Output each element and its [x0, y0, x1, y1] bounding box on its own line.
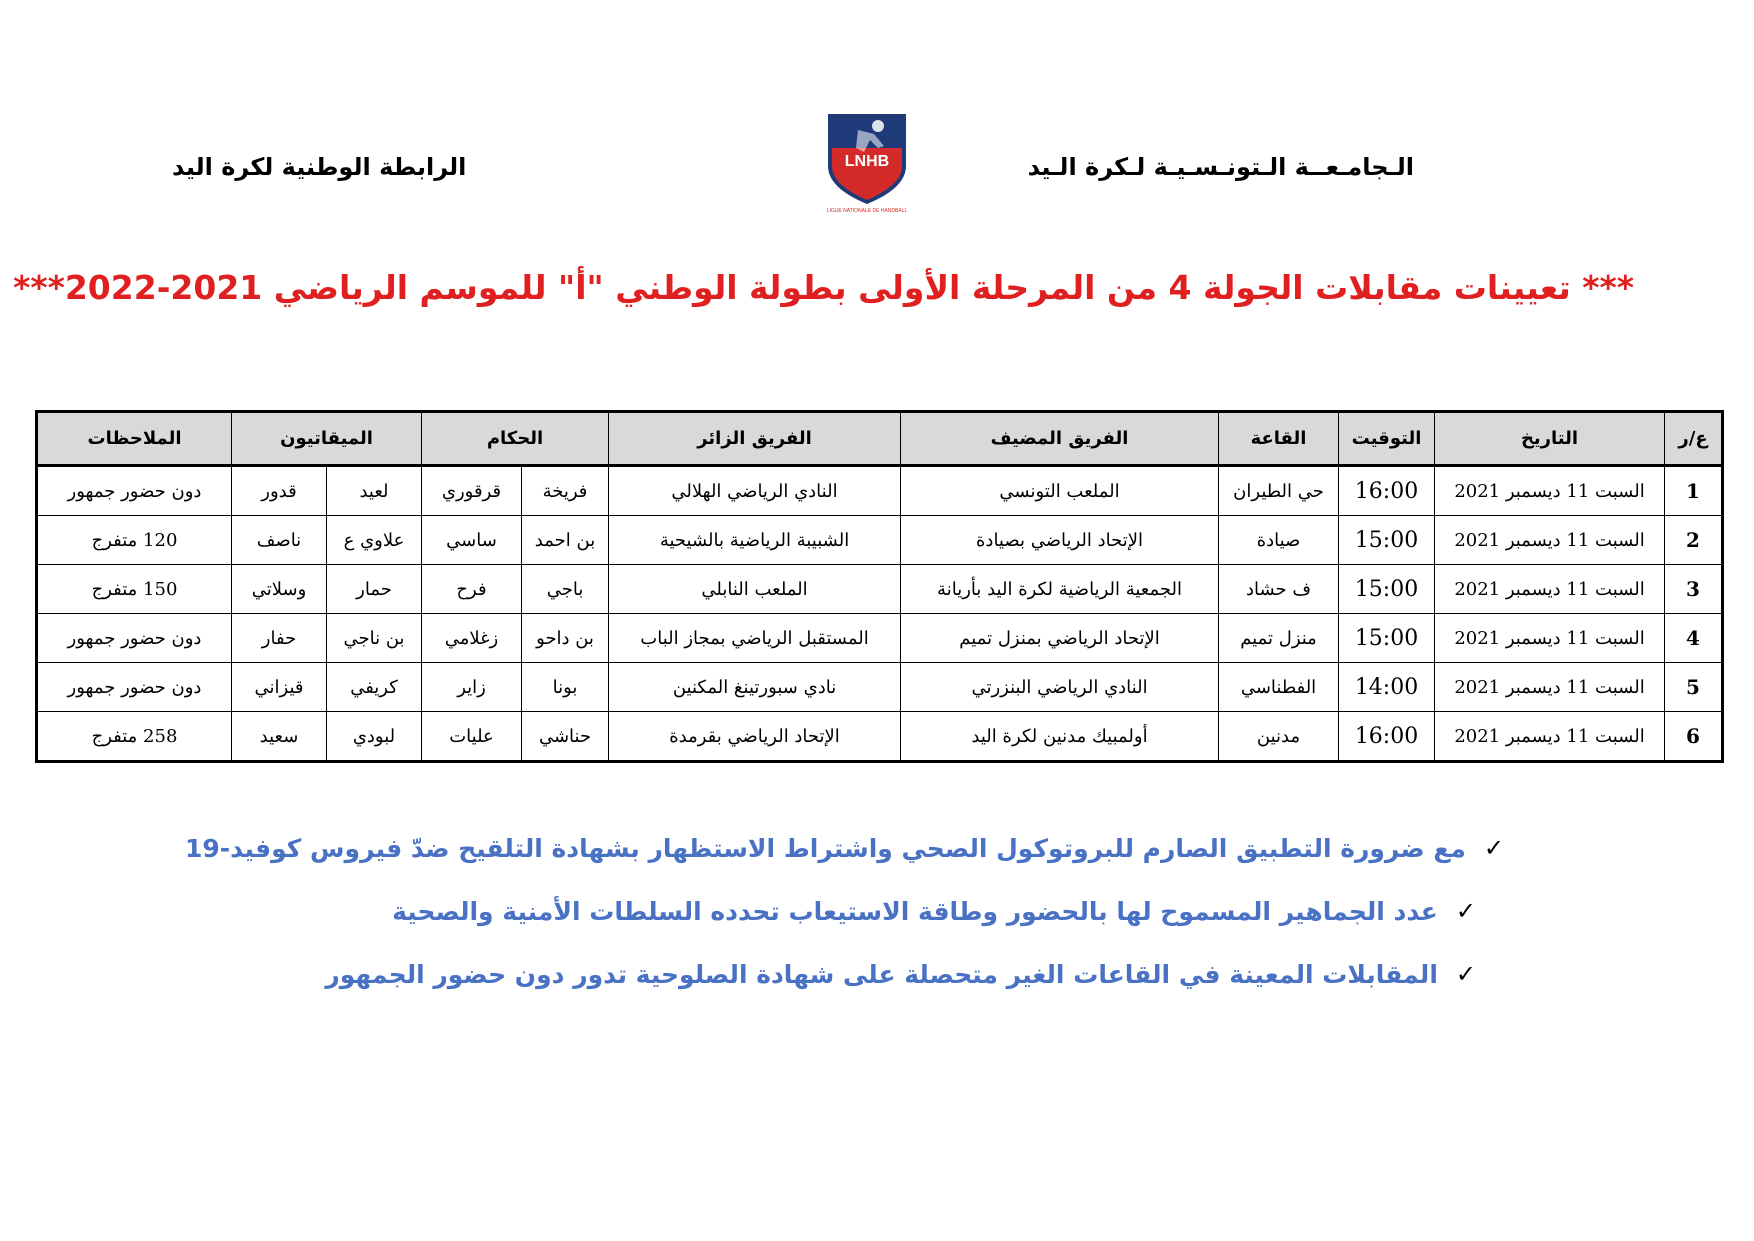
logo-text: LNHB	[844, 153, 890, 170]
cell-date: السبت 11 ديسمبر 2021	[1435, 712, 1665, 762]
cell-timekeeper-1: علاوي ع	[327, 516, 422, 565]
cell-away-team: الإتحاد الرياضي بقرمدة	[609, 712, 901, 762]
col-header-num: ع/ر	[1665, 412, 1723, 466]
cell-remarks: 150 متفرج	[37, 565, 232, 614]
cell-venue: حي الطيران	[1219, 466, 1339, 516]
note-item	[185, 830, 1504, 866]
cell-home-team: الملعب التونسي	[901, 466, 1219, 516]
cell-time: 16:00	[1339, 712, 1435, 762]
col-header-time: التوقيت	[1339, 412, 1435, 466]
col-header-timekeepers: الميقاتيون	[232, 412, 422, 466]
cell-referee-2: زاير	[422, 663, 522, 712]
cell-venue: ف حشاد	[1219, 565, 1339, 614]
cell-time: 15:00	[1339, 614, 1435, 663]
cell-venue: صيادة	[1219, 516, 1339, 565]
note-item	[185, 956, 1476, 992]
cell-num: 3	[1665, 565, 1723, 614]
col-header-home: الفريق المضيف	[901, 412, 1219, 466]
cell-time: 15:00	[1339, 565, 1435, 614]
cell-referee-1: بونا	[522, 663, 609, 712]
table-row	[37, 663, 1723, 712]
cell-referee-2: قرقوري	[422, 466, 522, 516]
checkmark-icon: ✓	[1455, 897, 1476, 925]
cell-referee-2: ساسي	[422, 516, 522, 565]
cell-timekeeper-1: حمار	[327, 565, 422, 614]
cell-venue: مدنين	[1219, 712, 1339, 762]
cell-venue: الفطناسي	[1219, 663, 1339, 712]
cell-venue: منزل تميم	[1219, 614, 1339, 663]
cell-home-team: أولمبيك مدنين لكرة اليد	[901, 712, 1219, 762]
league-name: الرابطة الوطنية لكرة اليد	[172, 153, 467, 181]
cell-timekeeper-1: كريفي	[327, 663, 422, 712]
table-header-row	[37, 412, 1723, 466]
cell-home-team: النادي الرياضي البنزرتي	[901, 663, 1219, 712]
cell-away-team: الشبيبة الرياضية بالشيحية	[609, 516, 901, 565]
cell-num: 4	[1665, 614, 1723, 663]
cell-referee-1: حناشي	[522, 712, 609, 762]
col-header-away: الفريق الزائر	[609, 412, 901, 466]
cell-timekeeper-1: لعيد	[327, 466, 422, 516]
notes-list	[185, 830, 1504, 1019]
table-row	[37, 614, 1723, 663]
page-title: *** تعيينات مقابلات الجولة 4 من المرحلة الأولى بطولة الوطني "أ" للموسم الرياضي 2021-2022***	[13, 268, 1634, 307]
cell-away-team: نادي سبورتينغ المكنين	[609, 663, 901, 712]
cell-timekeeper-1: بن ناجي	[327, 614, 422, 663]
note-text: المقابلات المعينة في القاعات الغير متحصلة على شهادة الصلوحية تدور دون حضور الجمهور	[325, 959, 1438, 989]
cell-time: 14:00	[1339, 663, 1435, 712]
cell-away-team: الملعب النابلي	[609, 565, 901, 614]
cell-remarks: 120 متفرج	[37, 516, 232, 565]
cell-num: 6	[1665, 712, 1723, 762]
cell-time: 16:00	[1339, 466, 1435, 516]
cell-referee-2: عليات	[422, 712, 522, 762]
federation-name: الـجامـعــة الـتونـسـيـة لـكرة الـيد	[1027, 153, 1414, 181]
table-row	[37, 466, 1723, 516]
cell-home-team: الإتحاد الرياضي بمنزل تميم	[901, 614, 1219, 663]
cell-referee-1: بن احمد	[522, 516, 609, 565]
cell-timekeeper-2: قدور	[232, 466, 327, 516]
cell-away-team: النادي الرياضي الهلالي	[609, 466, 901, 516]
cell-timekeeper-2: قيزاني	[232, 663, 327, 712]
cell-timekeeper-2: وسلاتي	[232, 565, 327, 614]
lnhb-logo	[818, 108, 916, 218]
note-item	[185, 893, 1476, 929]
cell-date: السبت 11 ديسمبر 2021	[1435, 516, 1665, 565]
cell-num: 1	[1665, 466, 1723, 516]
cell-referee-1: باجي	[522, 565, 609, 614]
cell-date: السبت 11 ديسمبر 2021	[1435, 466, 1665, 516]
note-text: عدد الجماهير المسموح لها بالحضور وطاقة الاستيعاب تحدده السلطات الأمنية والصحية	[392, 896, 1438, 926]
cell-date: السبت 11 ديسمبر 2021	[1435, 614, 1665, 663]
cell-home-team: الجمعية الرياضية لكرة اليد بأريانة	[901, 565, 1219, 614]
col-header-remarks: الملاحظات	[37, 412, 232, 466]
schedule-table	[35, 410, 1724, 763]
cell-referee-1: فريخة	[522, 466, 609, 516]
col-header-date: التاريخ	[1435, 412, 1665, 466]
checkmark-icon: ✓	[1483, 834, 1504, 862]
cell-num: 2	[1665, 516, 1723, 565]
col-header-referees: الحكام	[422, 412, 609, 466]
table-row	[37, 516, 1723, 565]
col-header-venue: القاعة	[1219, 412, 1339, 466]
logo-subtext: LIGUE NATIONALE DE HANDBALL	[826, 208, 908, 214]
table-row	[37, 565, 1723, 614]
cell-timekeeper-2: سعيد	[232, 712, 327, 762]
cell-timekeeper-1: لبودي	[327, 712, 422, 762]
cell-remarks: 258 متفرج	[37, 712, 232, 762]
cell-remarks: دون حضور جمهور	[37, 663, 232, 712]
cell-referee-2: فرح	[422, 565, 522, 614]
cell-referee-1: بن داحو	[522, 614, 609, 663]
cell-referee-2: زغلامي	[422, 614, 522, 663]
cell-remarks: دون حضور جمهور	[37, 466, 232, 516]
cell-remarks: دون حضور جمهور	[37, 614, 232, 663]
table-row	[37, 712, 1723, 762]
cell-num: 5	[1665, 663, 1723, 712]
note-text: مع ضرورة التطبيق الصارم للبروتوكول الصحي واشتراط الاستظهار بشهادة التلقيح ضدّ فيروس كوفيد-19	[184, 833, 1466, 863]
cell-time: 15:00	[1339, 516, 1435, 565]
cell-date: السبت 11 ديسمبر 2021	[1435, 565, 1665, 614]
cell-home-team: الإتحاد الرياضي بصيادة	[901, 516, 1219, 565]
cell-away-team: المستقبل الرياضي بمجاز الباب	[609, 614, 901, 663]
cell-date: السبت 11 ديسمبر 2021	[1435, 663, 1665, 712]
cell-timekeeper-2: حفار	[232, 614, 327, 663]
cell-timekeeper-2: ناصف	[232, 516, 327, 565]
checkmark-icon: ✓	[1455, 960, 1476, 988]
